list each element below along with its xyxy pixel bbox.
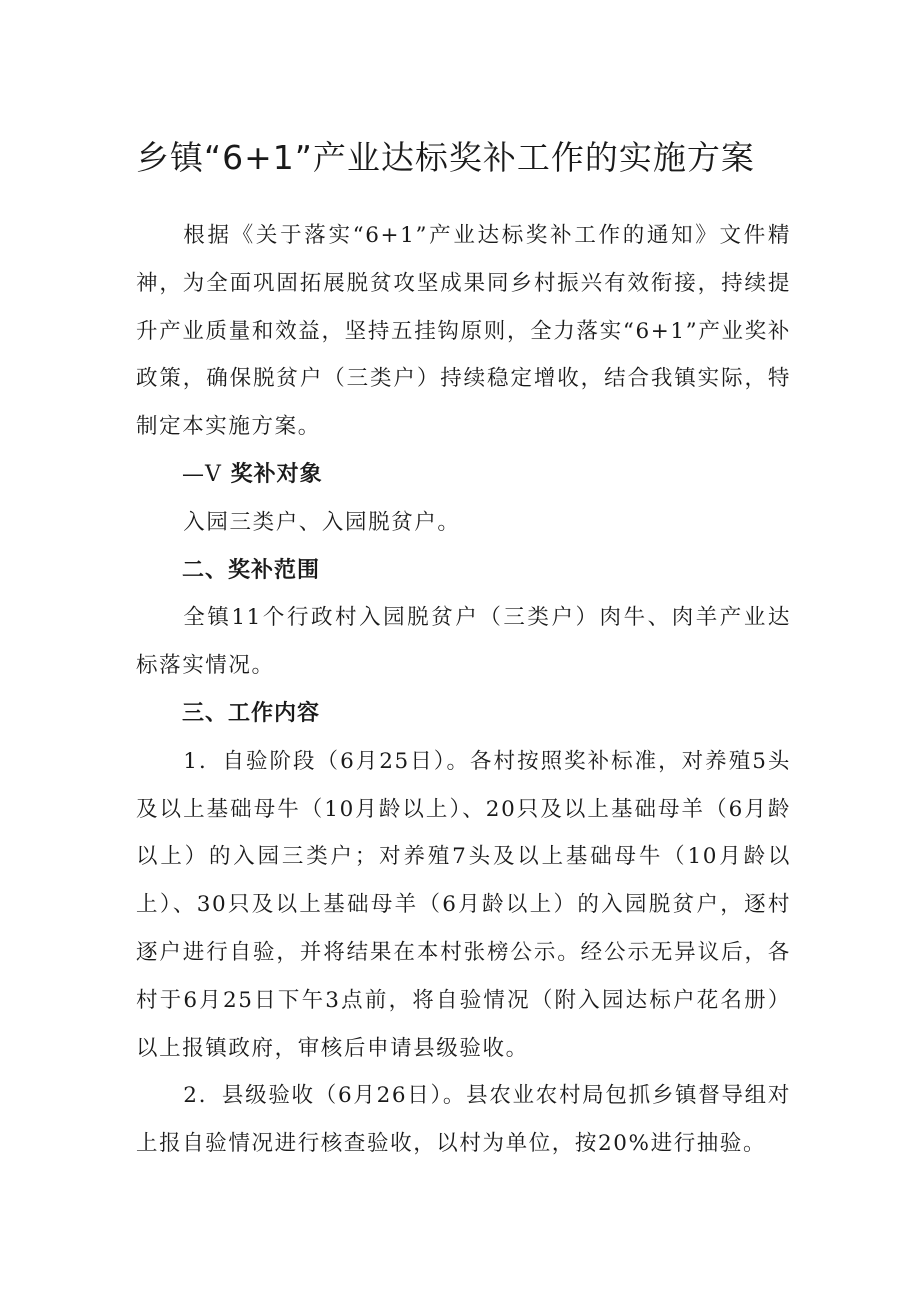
section-heading-label: 奖补对象 [230,461,323,487]
section-heading-award-scope: 二、奖补范围 [182,557,321,583]
award-scope-paragraph: 全镇11个行政村入园脱贫户（三类户）肉牛、肉羊产业达标落实情况。 [136,605,791,679]
section-heading-work-content: 三、工作内容 [182,700,321,726]
work-item-county-acceptance: 2．县级验收（6月26日）。县农业农村局包抓乡镇督导组对上报自验情况进行核查验收，以村为单位，按20%进行抽验。 [136,1083,791,1157]
award-target-paragraph: 入园三类户、入园脱贫户。 [183,509,461,535]
section-number: —V [182,461,222,487]
document-body [136,212,791,1168]
work-item-self-inspection: 1．自验阶段（6月25日）。各村按照奖补标准，对养殖5头及以上基础母牛（10月龄以上）、20只及以上基础母羊（6月龄以上）的入园三类户；对养殖7头及以上基础母牛（10月龄以上）、30只及以上基础母羊（6月龄以上）的入园脱贫户，逐村逐户进行自验，并将结果在本村张榜公示。经公示无异议后，各村于6月25日下午3点前，将自验情况（附入园达标户花名册）以上报镇政府，审核后申请县级验收。 [136,748,791,1061]
section-heading-award-target [136,451,791,499]
intro-paragraph: 根据《关于落实“6+1”产业达标奖补工作的通知》文件精神，为全面巩固拓展脱贫攻坚成果同乡村振兴有效衔接，持续提升产业质量和效益，坚持五挂钩原则，全力落实“6+1”产业奖补政策，确保脱贫户（三类户）持续稳定增收，结合我镇实际，特制定本实施方案。 [136,223,791,440]
document-title: 乡镇“6+1”产业达标奖补工作的实施方案 [136,138,755,177]
